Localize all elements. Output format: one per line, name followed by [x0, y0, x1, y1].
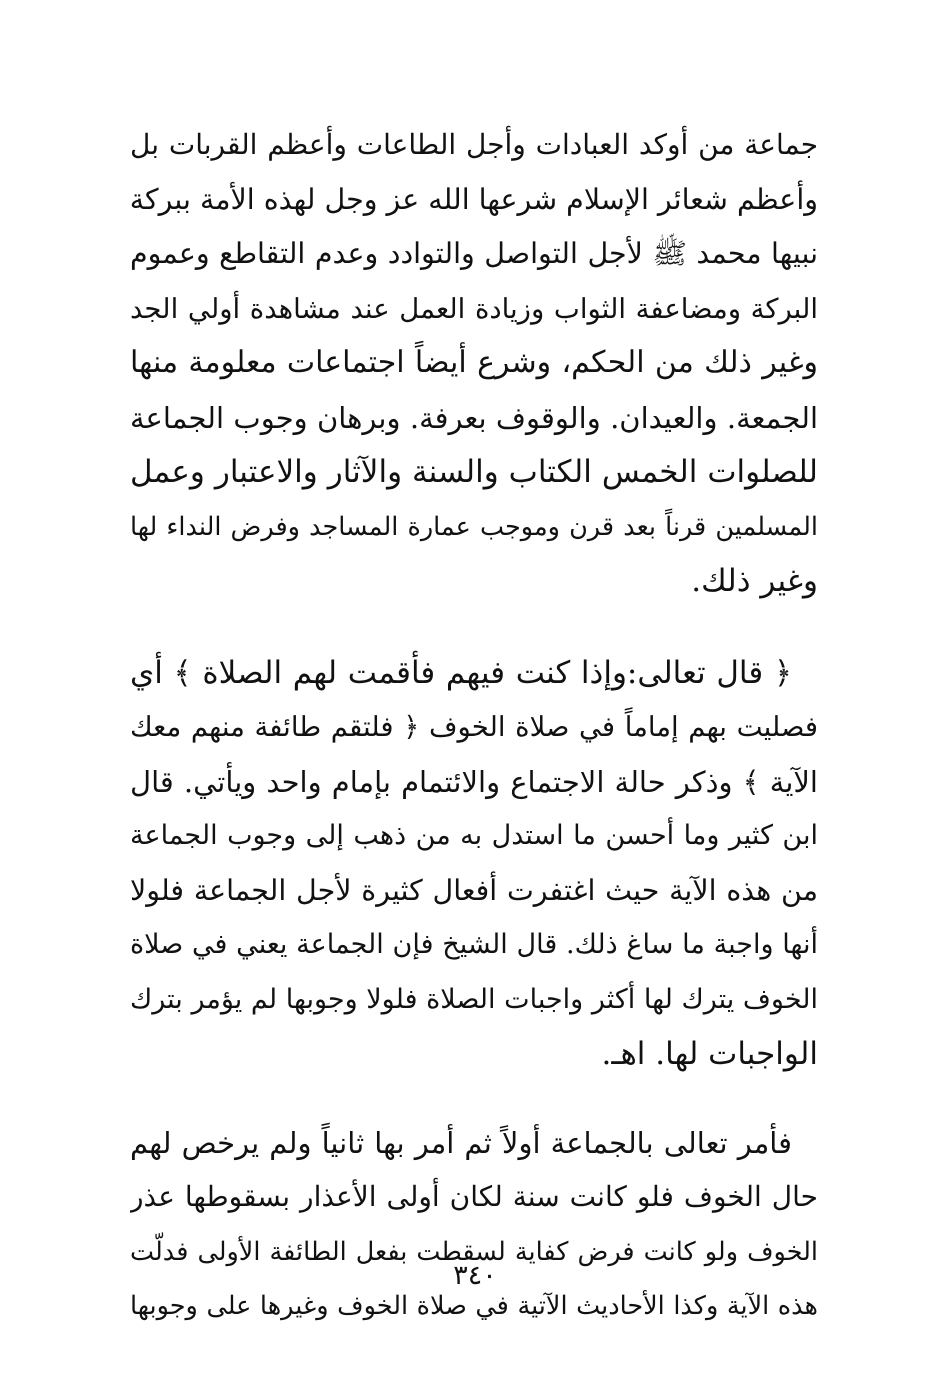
- text-line: فأمر تعالى بالجماعة أولاً ثم أمر بها ثانياً ولم يرخص لهم: [130, 1125, 792, 1160]
- text-line: للصلوات الخمس الكتاب والسنة والآثار والاعتبار وعمل: [130, 454, 818, 490]
- paragraph-spacer: [130, 609, 818, 646]
- text-line: أنها واجبة ما ساغ ذلك. قال الشيخ فإن الجماعة يعني في صلاة: [130, 929, 818, 960]
- text-line: من هذه الآية حيث اغتفرت أفعال كثيرة لأجل الجماعة فلولا: [130, 873, 818, 907]
- text-line: الجمعة. والعيدان. والوقوف بعرفة. وبرهان وجوب الجماعة: [130, 400, 818, 435]
- text-line: وأعظم شعائر الإسلام شرعها الله عز وجل لهذه الأمة ببركة: [130, 182, 818, 216]
- text-line: وغير ذلك.: [691, 563, 818, 599]
- page-number: ٣٤٠: [453, 1260, 497, 1291]
- text-line: وغير ذلك من الحكم، وشرع أيضاً اجتماعات معلومة منها: [130, 345, 818, 380]
- text-line: الواجبات لها. اهـ.: [601, 1036, 818, 1072]
- text-line: الآية ﴾ وذكر حالة الاجتماع والائتمام بإمام واحد ويأتي. قال: [130, 764, 818, 799]
- text-line: ابن كثير وما أحسن ما استدل به من ذهب إلى وجوب الجماعة: [130, 820, 818, 851]
- paragraph-2: [130, 646, 818, 1082]
- text-line: المسلمين قرناً بعد قرن وموجب عمارة المساجد وفرض النداء لها: [130, 511, 818, 542]
- text-line: فصليت بهم إماماً في صلاة الخوف ﴿ فلتقم طائفة منهم معك: [130, 711, 818, 743]
- paragraph-1: [130, 118, 818, 609]
- paragraph-spacer: [130, 1082, 818, 1116]
- text-line: حال الخوف فلو كانت سنة لكان أولى الأعذار بسقوطها عذر: [130, 1180, 818, 1213]
- paragraph-3: [130, 1116, 818, 1334]
- text-line: هذه الآية وكذا الأحاديث الآتية في صلاة الخوف وغيرها على وجوبها: [130, 1291, 818, 1321]
- text-line: الخوف ولو كانت فرض كفاية لسقطت بفعل الطائفة الأولى فدلّت: [130, 1236, 818, 1267]
- text-line: الخوف يترك لها أكثر واجبات الصلاة فلولا وجوبها لم يؤمر بترك: [130, 983, 818, 1015]
- text-line: جماعة من أوكد العبادات وأجل الطاعات وأعظم القربات بل: [130, 128, 818, 161]
- text-line: ﴿ قال تعالى:وإذا كنت فيهم فأقمت لهم الصلاة ﴾ أي: [130, 654, 792, 691]
- text-line: نبيها محمد ﷺ لأجل التواصل والتوادد وعدم التقاطع وعموم: [130, 237, 818, 270]
- page-body: [130, 118, 818, 1334]
- text-line: البركة ومضاعفة الثواب وزيادة العمل عند مشاهدة أولي الجد: [130, 292, 818, 325]
